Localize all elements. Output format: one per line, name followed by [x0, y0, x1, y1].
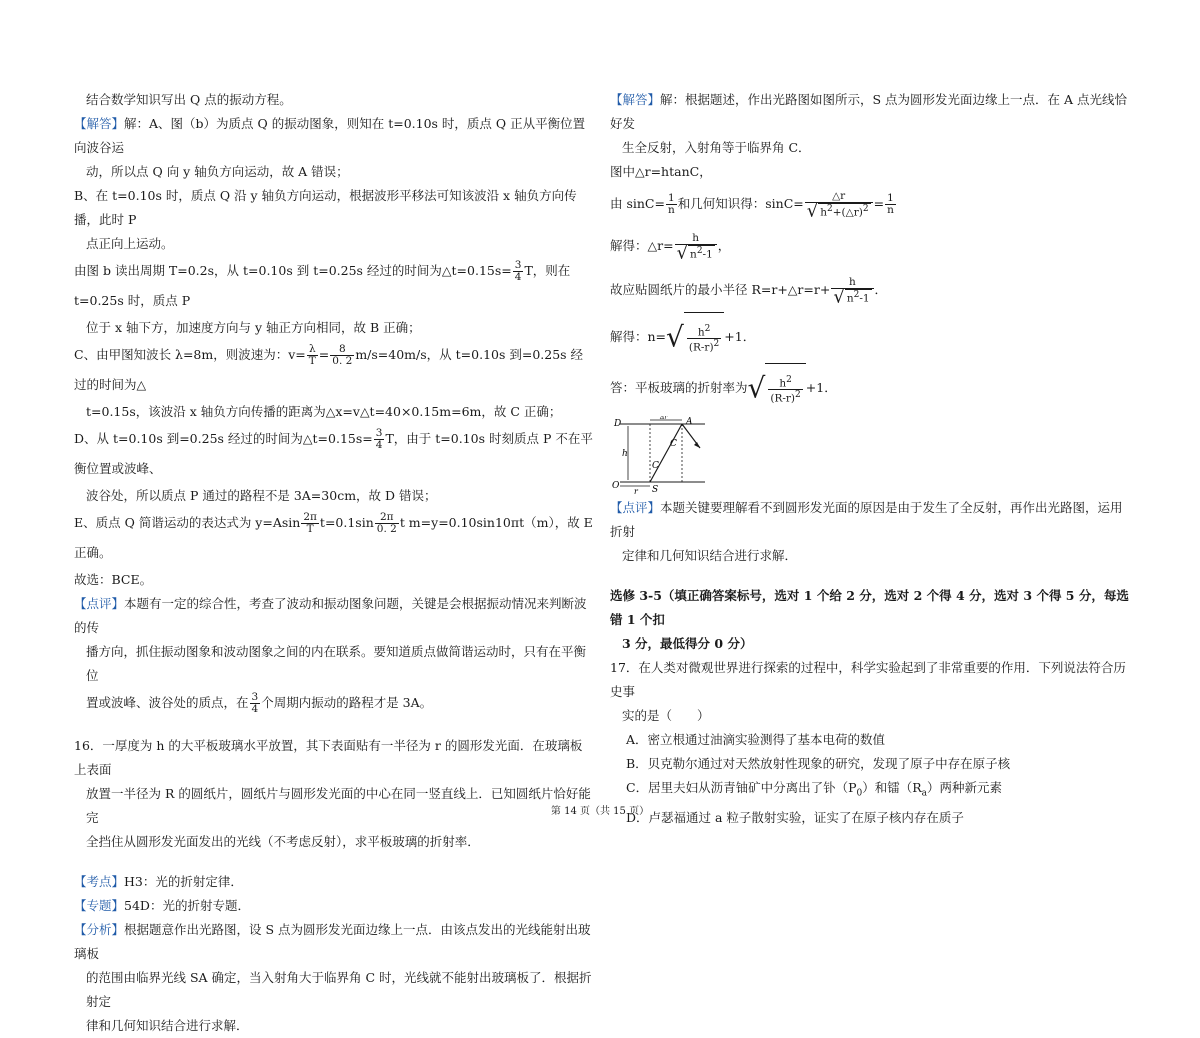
label-s: S — [652, 485, 659, 495]
text: 根据题意作出光路图，设 S 点为圆形发光面边缘上一点．由该点发出的光线能射出玻璃板 — [74, 922, 591, 961]
label-d: D — [614, 419, 622, 429]
text-line: B、在 t=0.10s 时，质点 Q 沿 y 轴负方向运动，根据波形平移法可知该波沿 x 轴负方向传播，此时 P — [74, 188, 577, 227]
right-column — [610, 88, 1132, 830]
fraction: $\frac{2\pi}{0. 2}$ — [376, 511, 397, 535]
text-line: 的范围由临界光线 SA 确定，当入射角大于临界角 C 时，光线就不能射出玻璃板了．根据折射定 — [86, 970, 592, 1009]
section-heading-cont: 3 分，最低得分 0 分） — [622, 636, 753, 651]
fraction: $\frac{1}{n}$ — [667, 192, 675, 216]
text: E、质点 Q 简谐运动的表达式为 y=Asin — [74, 515, 301, 530]
math-line: 答：平板玻璃的折射率为√ $\frac{h2}{(R-r)2}$ +1． — [610, 363, 1132, 414]
text-line: 放置一半径为 R 的圆纸片，圆纸片与圆形发光面的中心在同一竖直线上．已知圆纸片恰好能完 — [86, 786, 591, 825]
label-dr: Δr — [660, 416, 668, 421]
text-line: 解：A、图（b）为质点 Q 的振动图象，则知在 t=0.10s 时，质点 Q 正从平衡位置向波谷运 — [74, 116, 586, 155]
text: 本题关键要理解看不到圆形发光面的原因是由于发生了全反射，再作出光路图，运用折射 — [610, 500, 1123, 539]
kaodian-tag: 【考点】 — [74, 874, 125, 889]
fenxi-tag: 【分析】 — [74, 922, 125, 937]
text-line: 律和几何知识结合进行求解． — [86, 1018, 249, 1033]
fraction: $\frac{h2}{(R-r)2}$ — [688, 323, 720, 354]
answer-paragraph — [74, 112, 594, 160]
section-heading: 选修 3-5（填正确答案标号，选对 1 个给 2 分，选对 2 个得 4 分，选对 3 个得 5 分，每选错 1 个扣 — [610, 588, 1129, 627]
text: 本题有一定的综合性，考查了波动和振动图象问题，关键是会根据振动情况来判断波的传 — [74, 596, 587, 635]
label-h: h — [622, 449, 628, 459]
math-line: 由 sinC= $\frac{1}{n}$ 和几何知识得：sinC= $\frac{\triangle r}{√ h2+(\triangle r)2}$ = $\frac{1}{n}$ — [610, 189, 894, 221]
kaodian-line — [74, 870, 594, 894]
answer-tag: 【解答】 — [610, 92, 661, 107]
left-column — [74, 88, 594, 1038]
fraction: $\frac{3}{4}$ — [514, 259, 522, 283]
comment-paragraph — [610, 496, 1132, 544]
text: H3：光的折射定律． — [124, 874, 243, 889]
page-footer: 第 14 页（共 15 页） — [550, 806, 650, 817]
comment-tag: 【点评】 — [74, 596, 125, 611]
text: 故应贴圆纸片的最小半径 R=r+△r=r+ — [610, 282, 831, 297]
math-line: C、由甲图知波长 λ=8m，则波速为：v= $\frac{\lambda}{T}$ = $\frac{8}{0. 2}$ m/s=40m/s，从 t=0.10s 到=0.25s 经过的时间为△ — [74, 343, 584, 392]
text-line: 生全反射，入射角等于临界角 C． — [622, 140, 811, 155]
math-line — [74, 508, 594, 568]
fraction: $\frac{\triangle r}{√ h2+(\triangle r)2}$ — [805, 191, 873, 219]
text: t=0.1sin — [319, 515, 374, 530]
text: 解：根据题述，作出光路图如图所示，S 点为圆形发光面边缘上一点．在 A 点光线恰好发 — [610, 92, 1128, 131]
fraction: $\frac{3}{4}$ — [251, 691, 259, 715]
label-o: O — [612, 481, 620, 491]
fraction: $\frac{3}{4}$ — [375, 427, 383, 451]
text-line: 波谷处，所以质点 P 通过的路程不是 3A=30cm，故 D 错误； — [86, 488, 437, 503]
text: 54D：光的折射专题． — [124, 898, 250, 913]
text-line: 图中△r=htanC， — [610, 164, 712, 179]
text: 由 sinC= — [610, 196, 665, 211]
text: T，则在 t=0.25s 时，质点 P — [74, 263, 571, 308]
fraction: $\frac{\lambda}{T}$ — [308, 343, 316, 367]
text-line: 动，所以点 Q 向 y 轴负方向运动，故 A 错误； — [86, 164, 349, 179]
zhuanti-tag: 【专题】 — [74, 898, 125, 913]
label-c2: C — [670, 439, 677, 449]
text: 解得：n= — [610, 329, 667, 344]
text-line: 定律和几何知识结合进行求解． — [622, 548, 798, 563]
text-line: 位于 x 轴下方，加速度方向与 y 轴正方向相同，故 B 正确； — [86, 320, 421, 335]
answer-paragraph — [610, 88, 1132, 136]
fraction: $\frac{2\pi}{T}$ — [303, 511, 317, 535]
text: 个周期内振动的路程才是 3A。 — [261, 695, 433, 710]
arrow-head — [694, 442, 700, 448]
math-line — [74, 424, 594, 484]
option-d: D．卢瑟福通过 a 粒子散射实验，证实了在原子核内存在质子 — [626, 809, 964, 825]
question-17: 17．在人类对微观世界进行探索的过程中，科学实验起到了非常重要的作用．下列说法符合历史事 — [610, 660, 1126, 699]
option-c: C．居里夫妇从沥青铀矿中分离出了钋$(P_0)$和镭$(R_a)$两种新元素 — [626, 780, 1003, 799]
option-a: A．密立根通过油滴实验测得了基本电荷的数值 — [626, 732, 886, 747]
zhuanti-line — [74, 894, 594, 918]
math-line — [74, 688, 594, 718]
label-r: r — [634, 487, 638, 496]
text-line: 点正向上运动。 — [86, 236, 174, 251]
text-line: 结合数学知识写出 Q 点的振动方程。 — [86, 92, 292, 107]
text-line: 播方向，抓住振动图象和波动图象之间的内在联系。要知道质点做简谐运动时，只有在平衡位 — [86, 644, 587, 683]
text: D、从 t=0.10s 到=0.25s 经过的时间为△t=0.15s= — [74, 431, 373, 446]
option-b: B．贝克勒尔通过对天然放射性现象的研究，发现了原子中存在原子核 — [626, 756, 1011, 771]
label-a: A — [686, 417, 693, 427]
fraction: $\frac{h2}{(R-r)2}$ — [770, 374, 801, 405]
light-path-figure — [610, 416, 720, 496]
text-line: 全挡住从圆形发光面发出的光线（不考虑反射），求平板玻璃的折射率． — [86, 834, 480, 849]
answer-tag: 【解答】 — [74, 116, 125, 131]
text-line: 实的是（ ） — [622, 708, 710, 723]
ray-sa — [650, 424, 682, 482]
text-line: t=0.15s，该波沿 x 轴负方向传播的距离为△x=v△t=40×0.15m=6m，故 C 正确； — [86, 404, 562, 419]
fraction: $\frac{8}{0. 2}$ — [332, 343, 353, 367]
math-line: 解得：n=√ $\frac{h2}{(R-r)2}$ +1． — [610, 312, 1132, 363]
text: 由图 b 读出周期 T=0.2s，从 t=0.10s 到 t=0.25s 经过的时间为△t=0.15s= — [74, 263, 512, 278]
math-line: 解得：△r= $\frac{h}{√ n2-1}$ ， — [610, 231, 731, 263]
fraction: $\frac{h}{√ n2-1}$ — [675, 233, 717, 261]
fraction: $\frac{1}{n}$ — [887, 192, 894, 216]
text: m/s=40m/s，从 t=0.10s 到=0.25s 经过的时间为△ — [74, 347, 584, 392]
comment-paragraph — [74, 592, 594, 640]
text-line: 故选：BCE。 — [74, 572, 153, 587]
text: t m=y=0.10sin10πt（m），故 E 正确。 — [74, 515, 593, 560]
math-line — [74, 256, 594, 316]
text: 置或波峰、波谷处的质点，在 — [86, 695, 249, 710]
text: 解得：△r= — [610, 238, 674, 253]
text: 答：平板玻璃的折射率为 — [610, 380, 748, 395]
text: T，由于 t=0.10s 时刻质点 P 不在平衡位置或波峰、 — [74, 431, 593, 476]
label-c1: C — [652, 461, 659, 471]
math-line: 故应贴圆纸片的最小半径 R=r+△r=r+ $\frac{h}{√ n2-1}$ ． — [610, 275, 888, 307]
text: 和几何知识得：sinC= — [677, 196, 804, 211]
comment-tag: 【点评】 — [610, 500, 661, 515]
fraction: $\frac{h}{√ n2-1}$ — [831, 277, 873, 305]
fenxi-line — [74, 918, 594, 966]
text: C、由甲图知波长 λ=8m，则波速为：v= — [74, 347, 306, 362]
question-16: 16．一厚度为 h 的大平板玻璃水平放置，其下表面贴有一半径为 r 的圆形发光面．在玻璃板上表面 — [74, 738, 583, 777]
